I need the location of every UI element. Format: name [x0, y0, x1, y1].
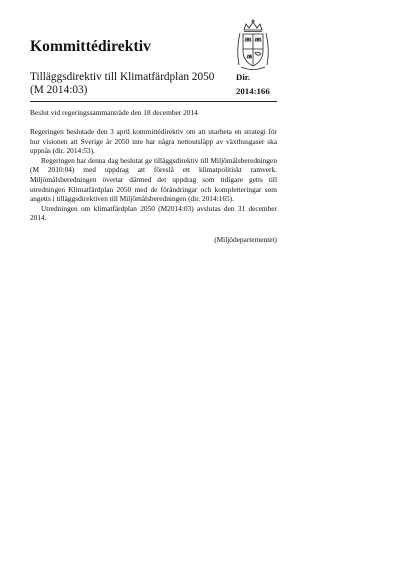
dir-number: 2014:166	[236, 86, 270, 96]
decision-date: Beslut vid regeringssammanträde den 18 december 2014	[30, 108, 198, 117]
ministry-name: (Miljödepartementet)	[214, 235, 277, 244]
subtitle-line-2: (M 2014:03)	[30, 84, 88, 96]
paragraph: Utredningen om klimatfärdplan 2050 (M2014:03) avslutas den 31 december 2014.	[30, 203, 277, 223]
paragraph: Regeringen beslutade den 3 april kommittédirektiv om att utarbeta en strategi för hur visionen att Sverige år 2050 inte har några nettoutsläpp av växthusgaser ska uppnås (dir. 2014:53).	[30, 127, 277, 156]
page-title: Kommittédirektiv	[30, 38, 151, 55]
header-rule	[30, 101, 277, 102]
swedish-coat-of-arms-icon	[232, 19, 274, 73]
paragraph: Regeringen har denna dag beslutat ge tilläggsdirektiv till Miljömålsberedningen (M 2010:04) med uppdrag att föreslå ett klimatpolitiskt ramverk. Miljömålsberedningen övertar därmed det uppdrag som tidigare getts till utredningen Klimatfärdplan 2050 med de förändringar och kompletteringar som angetts i tilläggsdirektiven till Miljömålsberedningen (dir. 2014:165).	[30, 155, 277, 204]
body-text	[30, 127, 277, 223]
dir-label: Dir.	[236, 72, 251, 82]
subtitle-line-1: Tilläggsdirektiv till Klimatfärdplan 2050	[30, 71, 215, 83]
